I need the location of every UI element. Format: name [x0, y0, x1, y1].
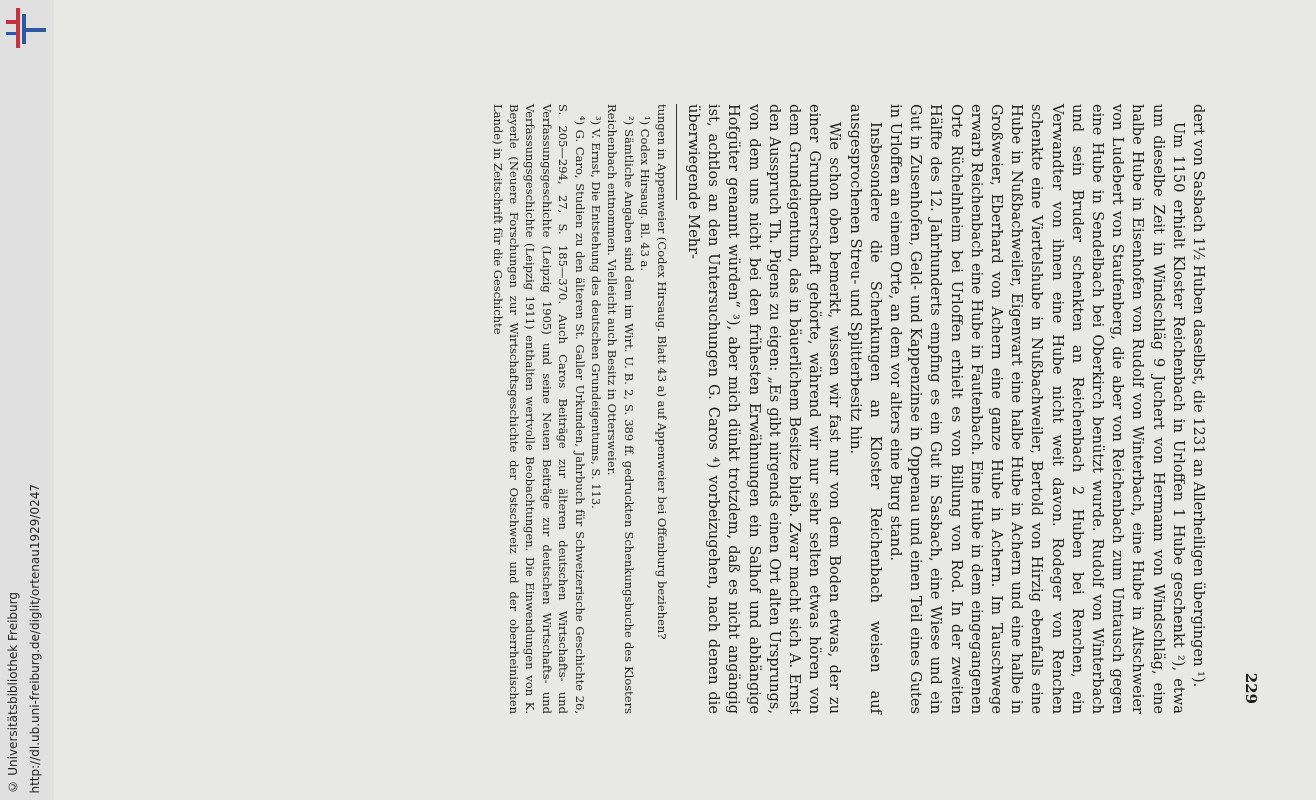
footnote: ¹) Codex Hirsaug. Bl. 43 a.: [638, 116, 653, 272]
logo-blue-bar: [22, 14, 26, 44]
university-logo-icon: [4, 6, 48, 50]
page-number: 229: [1242, 672, 1260, 704]
body-paragraph: Wie schon oben bemerkt, wissen wir fast nur von dem Boden etwas, der zu einer Grundherrschaft gehörte, während wir nur sehr selten etwas hören von dem Grundeigentum, das in bäuerlichem Besitze blieb. Zwar macht sich A. Ernst den Ausspruch Th. Pigens zu eigen: „Es gibt nirgends einen Ort alten Ursprungs, von dem uns nicht bei den frühesten Erwähnungen ein Salhof und abhängige Hofgüter genannt würden“ ³), aber mich dünkt trotzdem, daß es nicht angängig ist, achtlos an den Untersuchungen G. Caros ⁴) vorbeizugehen, nach denen die überwiegende Mehr-: [684, 104, 844, 714]
footnotes: [489, 104, 669, 714]
footnote: ³) V. Ernst, Die Entstehung des deutschen Grundeigentums, S. 113.: [589, 116, 604, 509]
logo-red-bar: [16, 8, 20, 48]
permalink-url[interactable]: http://dl.ub.uni-freiburg.de/diglit/ortenau1929/0247: [28, 484, 42, 794]
page-text-block: [489, 104, 1208, 714]
logo-red-arm: [6, 20, 16, 24]
scanned-page-viewport: [54, 0, 1316, 800]
body-text: [683, 104, 1208, 714]
viewer-sidebar: [0, 0, 54, 800]
logo-blue-arm-left: [6, 32, 16, 35]
rotated-page: [54, 0, 1316, 800]
copyright-notice: © Universitätsbibliothek Freiburg: [6, 592, 20, 794]
footnote: ²) Sämtliche Angaben sind dem im Wirt. U. B. 2, S. 389 ff. gedruckten Schenkungsbuche des Klosters Reichenbach entnommen. Vielleicht auch Besitz in Ottersweier.: [605, 104, 636, 714]
footnote-divider: [676, 104, 677, 200]
body-paragraph: Um 1150 erhielt Kloster Reichenbach in Urloffen 1 Hube geschenkt ²), etwa um dieselbe Zeit in Windschläg 9 Juchert von Hermann von Windschläg, eine halbe Hube in Eisenhofen von Rudolf von Winterbach, eine Hube in Altschweier von Ludebert von Staufenberg, die aber von Reichenbach zum Umtausch gegen eine Hube in Sendelbach bei Oberkirch benützt wurde. Rudolf von Winterbach und sein Bruder schenkten an Reichenbach 2 Huben bei Renchen, ein Verwandter von ihnen eine Hube nicht weit davon. Rodeger von Renchen schenkte eine Viertelshube in Nußbachweiler, Bertold von Hirzig ebenfalls eine Hube in Nußbachweiler, Eigenvart eine halbe Hube in Achern und eine halbe in Großweier, Eberhard von Achern eine ganze Hube in Achern. Im Tauschwege erwarb Reichenbach eine Hube in Fautenbach. Eine Hube in dem eingegangenen Orte Rüchelnheim bei Urloffen erhielt es von Billung von Rod. In der zweiten Hälfte des 12. Jahrhunderts empfing es ein Gut in Sasbach, eine Wiese und ein Gut in Zusenhofen, Geld- und Kappenzinse in Oppenau und einen Teil eines Gutes in Urloffen an einem Orte, an dem vor alters eine Burg stand.: [886, 104, 1187, 714]
footnote: tungen in Appenweier (Codex Hirsaug. Blatt 43 a) auf Appenweier bei Offenburg beziehen?: [654, 104, 669, 640]
body-paragraph: Insbesondere die Schenkungen an Kloster Reichenbach weisen auf ausgesprochenen Streu- und Splitterbesitz hin.: [846, 104, 884, 714]
body-paragraph: dert von Sasbach 1½ Huben daselbst, die 1231 an Allerheiligen übergingen ¹).: [1190, 104, 1207, 688]
footnote: ⁴) G. Caro, Studien zu den älteren St. Galler Urkunden, Jahrbuch für Schweizerische Geschichte 26, S. 205—294, 27, S. 185—370. Auch Caros Beiträge zur älteren deutschen Wirtschafts- und Verfassungsgeschichte (Leipzig 1905) und seine Neuen Beiträge zur deutschen Wirtschafts- und Verfassungsgeschichte (Leipzig 1911) enthalten wertvolle Beobachtungen. Die Einwendungen von K. Beyerle (Neuere Forschungen zur Wirtschaftsgeschichte der Ostschweiz und der oberrheinischen Lande) in Zeitschrift für die Geschichte: [490, 104, 587, 714]
logo-blue-arm: [26, 28, 46, 32]
